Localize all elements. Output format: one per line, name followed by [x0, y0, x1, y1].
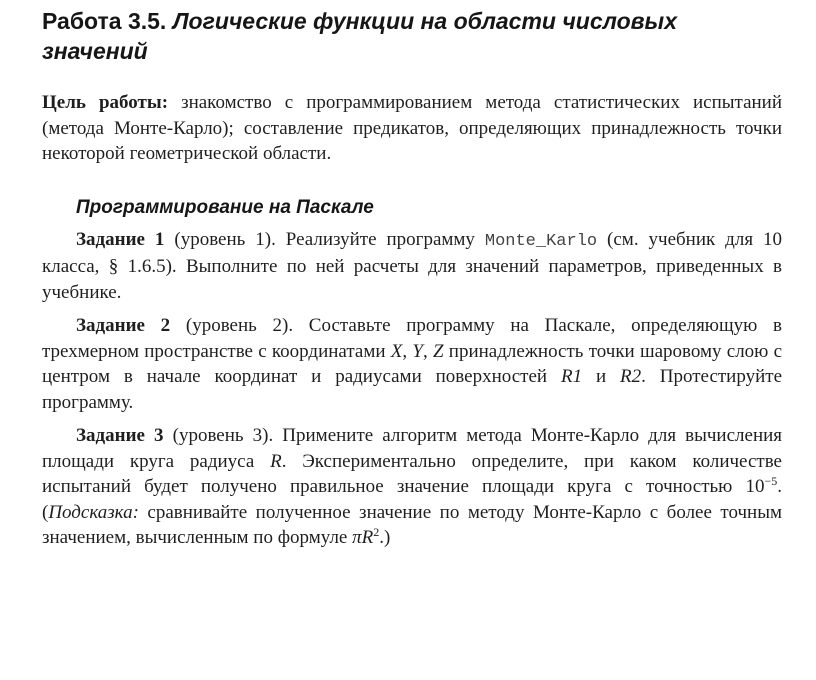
goal-paragraph	[42, 90, 782, 167]
goal-text: знакомство с программированием метода статистических испытаний (метода Монте-Карло); составление предикатов, определяющих принадлежность точки некоторой геометрической области.	[42, 92, 783, 164]
task-1-text-a: (уровень 1). Реализуйте программу	[174, 228, 485, 250]
hint-label: Подсказка:	[48, 501, 139, 523]
task-2-text-a: (уровень 2). Составьте программу на Паскале, определяющую в трехмерном пространстве с координатами	[42, 315, 782, 362]
task-3-label: Задание 3	[76, 425, 164, 446]
task-3-text-b: . Экспериментально определите, при каком количестве испытаний будет получено правильное значение площади круга с точностью 10	[42, 450, 782, 497]
precision-exponent: −5	[764, 474, 778, 488]
task-3-text-d: сравнивайте полученное значение по методу Монте-Карло с более точным значением, вычисленным по формуле	[42, 501, 782, 548]
radius-r2: R2	[620, 366, 642, 387]
coord-sep-1: ,	[402, 340, 413, 362]
work-number: Работа 3.5.	[42, 8, 167, 34]
work-title: Логические функции на области числовых значений	[42, 8, 677, 64]
task-3-text-e: .)	[379, 527, 391, 548]
program-name: Monte_Karlo	[484, 231, 598, 251]
coord-sep-2: ,	[422, 340, 433, 362]
task-1	[42, 227, 782, 306]
radius-r: R	[270, 450, 282, 472]
task-2-text-b: принадлежность точки шаровому слою с центром в начале координат и радиусами поверхностей	[42, 340, 783, 387]
formula-exponent: 2	[373, 525, 380, 539]
task-2	[42, 313, 782, 415]
task-2-text-c: . Протестируйте программу.	[42, 366, 782, 413]
radius-r1: R1	[560, 366, 583, 387]
coord-x: X	[390, 340, 403, 362]
goal-label: Цель работы:	[42, 92, 169, 113]
task-1-text-b: (см. учебник для 10 класса, § 1.6.5). Выполните по ней расчеты для значений параметров, приведенных в учебнике.	[42, 228, 783, 303]
task-3-text-a: (уровень 3). Примените алгоритм метода Монте-Карло для вычисления площади круга радиуса	[42, 425, 783, 472]
task-2-label: Задание 2	[76, 315, 171, 336]
section-heading: Программирование на Паскале	[76, 196, 374, 218]
page-title	[42, 6, 782, 66]
task-3	[42, 423, 782, 551]
task-2-and: и	[582, 366, 621, 387]
task-1-label: Задание 1	[76, 228, 165, 250]
formula-base: πR	[352, 527, 374, 548]
task-3-text-c: . (	[42, 476, 782, 523]
coord-z: Z	[432, 340, 444, 362]
coord-y: Y	[412, 340, 423, 362]
